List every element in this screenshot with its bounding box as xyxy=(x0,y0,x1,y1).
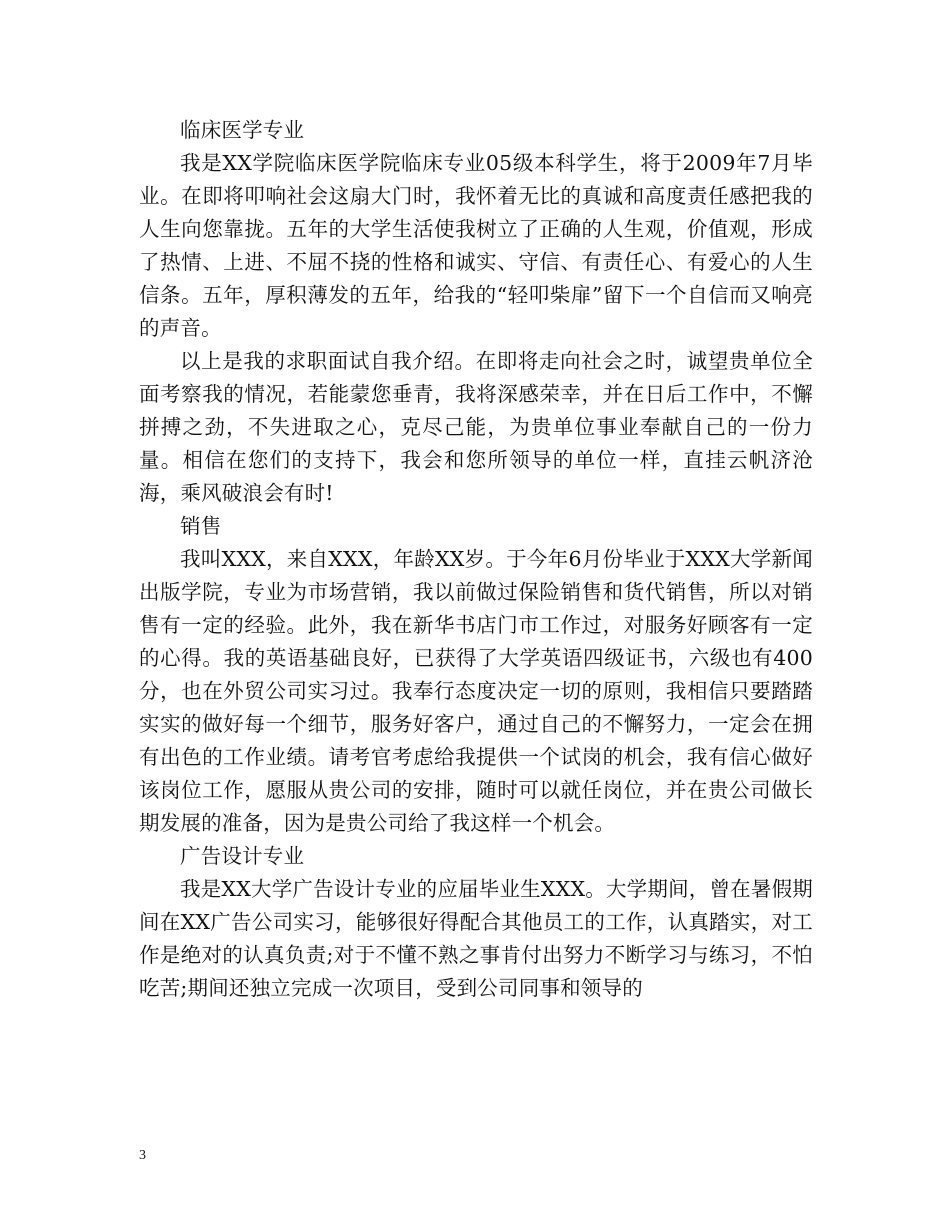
paragraph-sales-intro: 我叫XXX，来自XXX，年龄XX岁。于今年6月份毕业于XXX大学新闻出版学院，专业为市场营销，我以前做过保险销售和货代销售，所以对销售有一定的经验。此外，我在新华书店门市工作过，对服务好顾客有一定的心得。我的英语基础良好，已获得了大学英语四级证书，六级也有400分，也在外贸公司实习过。我奉行态度决定一切的原则，我相信只要踏踏实实的做好每一个细节，服务好客户，通过自己的不懈努力，一定会在拥有出色的工作业绩。请考官考虑给我提供一个试岗的机会，我有信心做好该岗位工作，愿服从贵公司的安排，随时可以就任岗位，并在贵公司做长期发展的准备，因为是贵公司给了我这样一个机会。 xyxy=(139,547,813,835)
section-heading-clinical-medicine: 临床医学专业 xyxy=(180,118,305,142)
paragraph-clinical-closing: 以上是我的求职面试自我介绍。在即将走向社会之时，诚望贵单位全面考察我的情况，若能蒙您垂青，我将深感荣幸，并在日后工作中，不懈拼搏之劲，不失进取之心，克尽己能，为贵单位事业奉献自己的一份力量。相信在您们的支持下，我会和您所领导的单位一样，直挂云帆济沧海，乘风破浪会有时! xyxy=(139,349,813,505)
section-heading-ad-design: 广告设计专业 xyxy=(180,844,305,868)
document-body xyxy=(139,114,813,1005)
paragraph-clinical-intro: 我是XX学院临床医学院临床专业05级本科学生，将于2009年7月毕业。在即将叩响社会这扇大门时，我怀着无比的真诚和高度责任感把我的人生向您靠拢。五年的大学生活使我树立了正确的人生观，价值观，形成了热情、上进、不屈不挠的性格和诚实、守信、有责任心、有爱心的人生信条。五年，厚积薄发的五年，给我的“轻叩柴扉”留下一个自信而又响亮的声音。 xyxy=(139,151,813,340)
section-heading-sales: 销售 xyxy=(180,514,222,538)
paragraph-ad-design-intro: 我是XX大学广告设计专业的应届毕业生XXX。大学期间，曾在暑假期间在XX广告公司实习，能够很好得配合其他员工的工作，认真踏实，对工作是绝对的认真负责;对于不懂不熟之事肯付出努力不断学习与练习，不怕吃苦;期间还独立完成一次项目，受到公司同事和领导的 xyxy=(139,877,813,1000)
page-number: 3 xyxy=(139,1148,146,1163)
